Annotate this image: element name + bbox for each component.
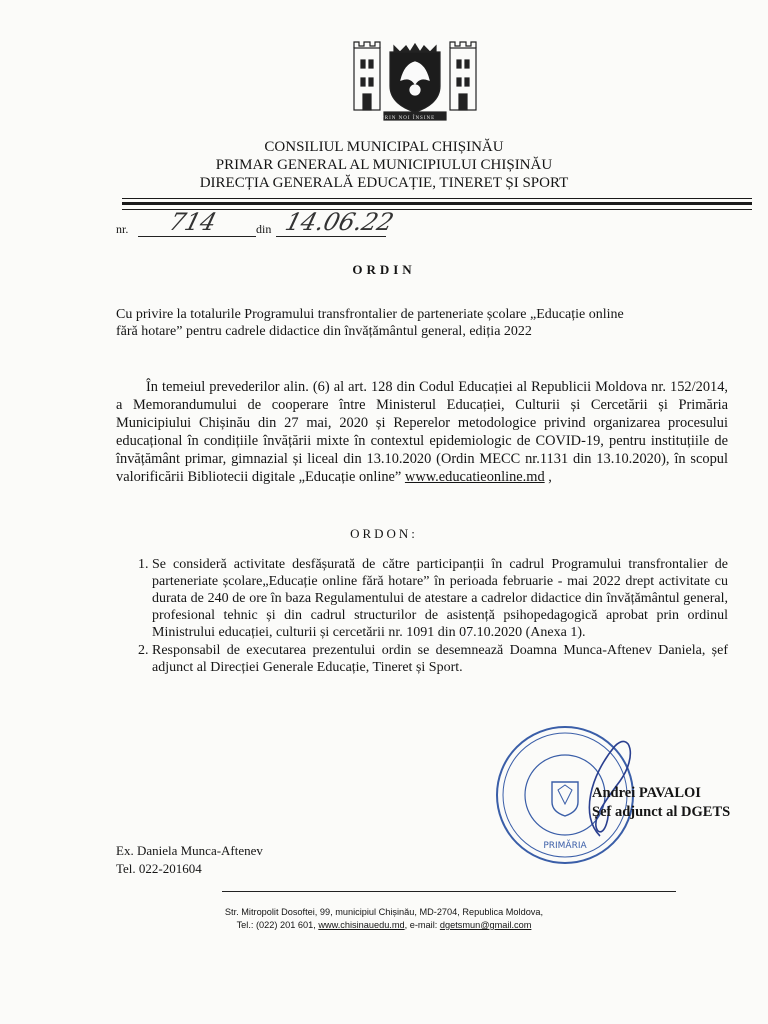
nr-label: nr. [116,222,129,236]
footer-email-label: , e-mail: [404,920,438,930]
order-item-text: Responsabil de executarea prezentului ordin se desemnează Doamna Munca-Aftenev Daniela, șef adjunct al Direcției Generale Educație, Tineret și Sport. [152,643,728,675]
educatieonline-link[interactable]: www.educatieonline.md [404,469,545,485]
footer-website-link[interactable]: www.chisinauedu.md [318,920,405,930]
svg-text:PRIMĂRIA: PRIMĂRIA [543,841,587,851]
signatory-role: Șef adjunct al DGETS [592,804,731,820]
footer-address: Str. Mitropolit Dosoftei, 99, municipiul Chișinău, MD-2704, Republica Moldova, [224,907,544,917]
ordon-heading: ORDON: [350,526,418,541]
chisinau-coat-of-arms-logo [350,38,480,124]
executor-phone: Tel. 022-201604 [116,861,202,876]
executor-name: Ex. Daniela Munca-Aftenev [116,843,263,858]
footer-contacts [0,906,768,932]
header-rule-thin [122,198,752,199]
header-rule-thick [122,202,752,205]
order-item [118,642,728,676]
nr-handwritten-value: 714 [166,208,220,236]
header-mayor: PRIMAR GENERAL AL MUNICIPIULUI CHIȘINĂU [215,157,553,173]
header-council: CONSILIUL MUNICIPAL CHIȘINĂU [264,139,504,155]
footer-phone: Tel.: (022) 201 601, [236,920,316,930]
preamble-tail: , [544,469,552,485]
document-title: ORDIN [352,262,416,277]
preamble-text: În temeiul prevederilor alin. (6) al art. 128 din Codul Educației al Republicii Moldova nr. 152/2014, a Memorandumului de cooperare între Ministerul Educației, Culturii și Cercetării și Primăria Municipiului Chișinău din 27 mai, 2020 și Reperelor metodologice privind organizarea procesului educațional în condițiile învățării mixte în contextul epidemiologic de COVID-19, pentru instituțiile de învățământ primar, gimnazial și liceal din 13.10.2020 (Ordin MECC nr.1131 din 13.10.2020), în scopul valorificării Bibliotecii digitale „Educație online” [116,379,728,485]
executor-block [116,842,263,878]
order-item-text: Se consideră activitate desfășurată de către participanții în cadrul Programului transfrontalier de parteneriate școlare„Educație online fără hotare” în perioada februarie - mai 2022 drept activitate cu durata de 240 de ore în baza Regulamentului de atestare a cadrelor didactice din învățământul general, profesional tehnic și din cadrul structurilor de asistență psihopedagogică aprobat prin ordinul Ministrului educației, culturii și cercetării nr. 1091 din 07.10.2020 (Anexa 1). [152,557,728,640]
order-item-number: 2. [138,643,149,658]
signatory-name: Andrei PAVALOI [592,785,701,801]
header-directorate: DIRECȚIA GENERALĂ EDUCAȚIE, TINERET ȘI SPORT [199,175,569,191]
order-item [118,556,728,641]
footer-email-link[interactable]: dgetsmun@gmail.com [439,920,532,930]
preamble-paragraph [116,378,728,486]
signatory-block [592,784,730,822]
din-handwritten-value: 14.06.22 [282,208,397,236]
order-subject: Cu privire la totalurile Programului transfrontalier de parteneriate școlare „Educație online fără hotare” pentru cadrele didactice din învățământul general, ediția 2022 [116,307,624,339]
din-underline [276,236,386,237]
order-item-number: 1. [138,557,149,572]
crest-motto: PRIN NOI ÎNSINE [381,116,436,121]
din-label: din [256,222,272,236]
order-items [118,556,728,677]
nr-underline [138,236,256,237]
footer-rule [222,891,676,892]
